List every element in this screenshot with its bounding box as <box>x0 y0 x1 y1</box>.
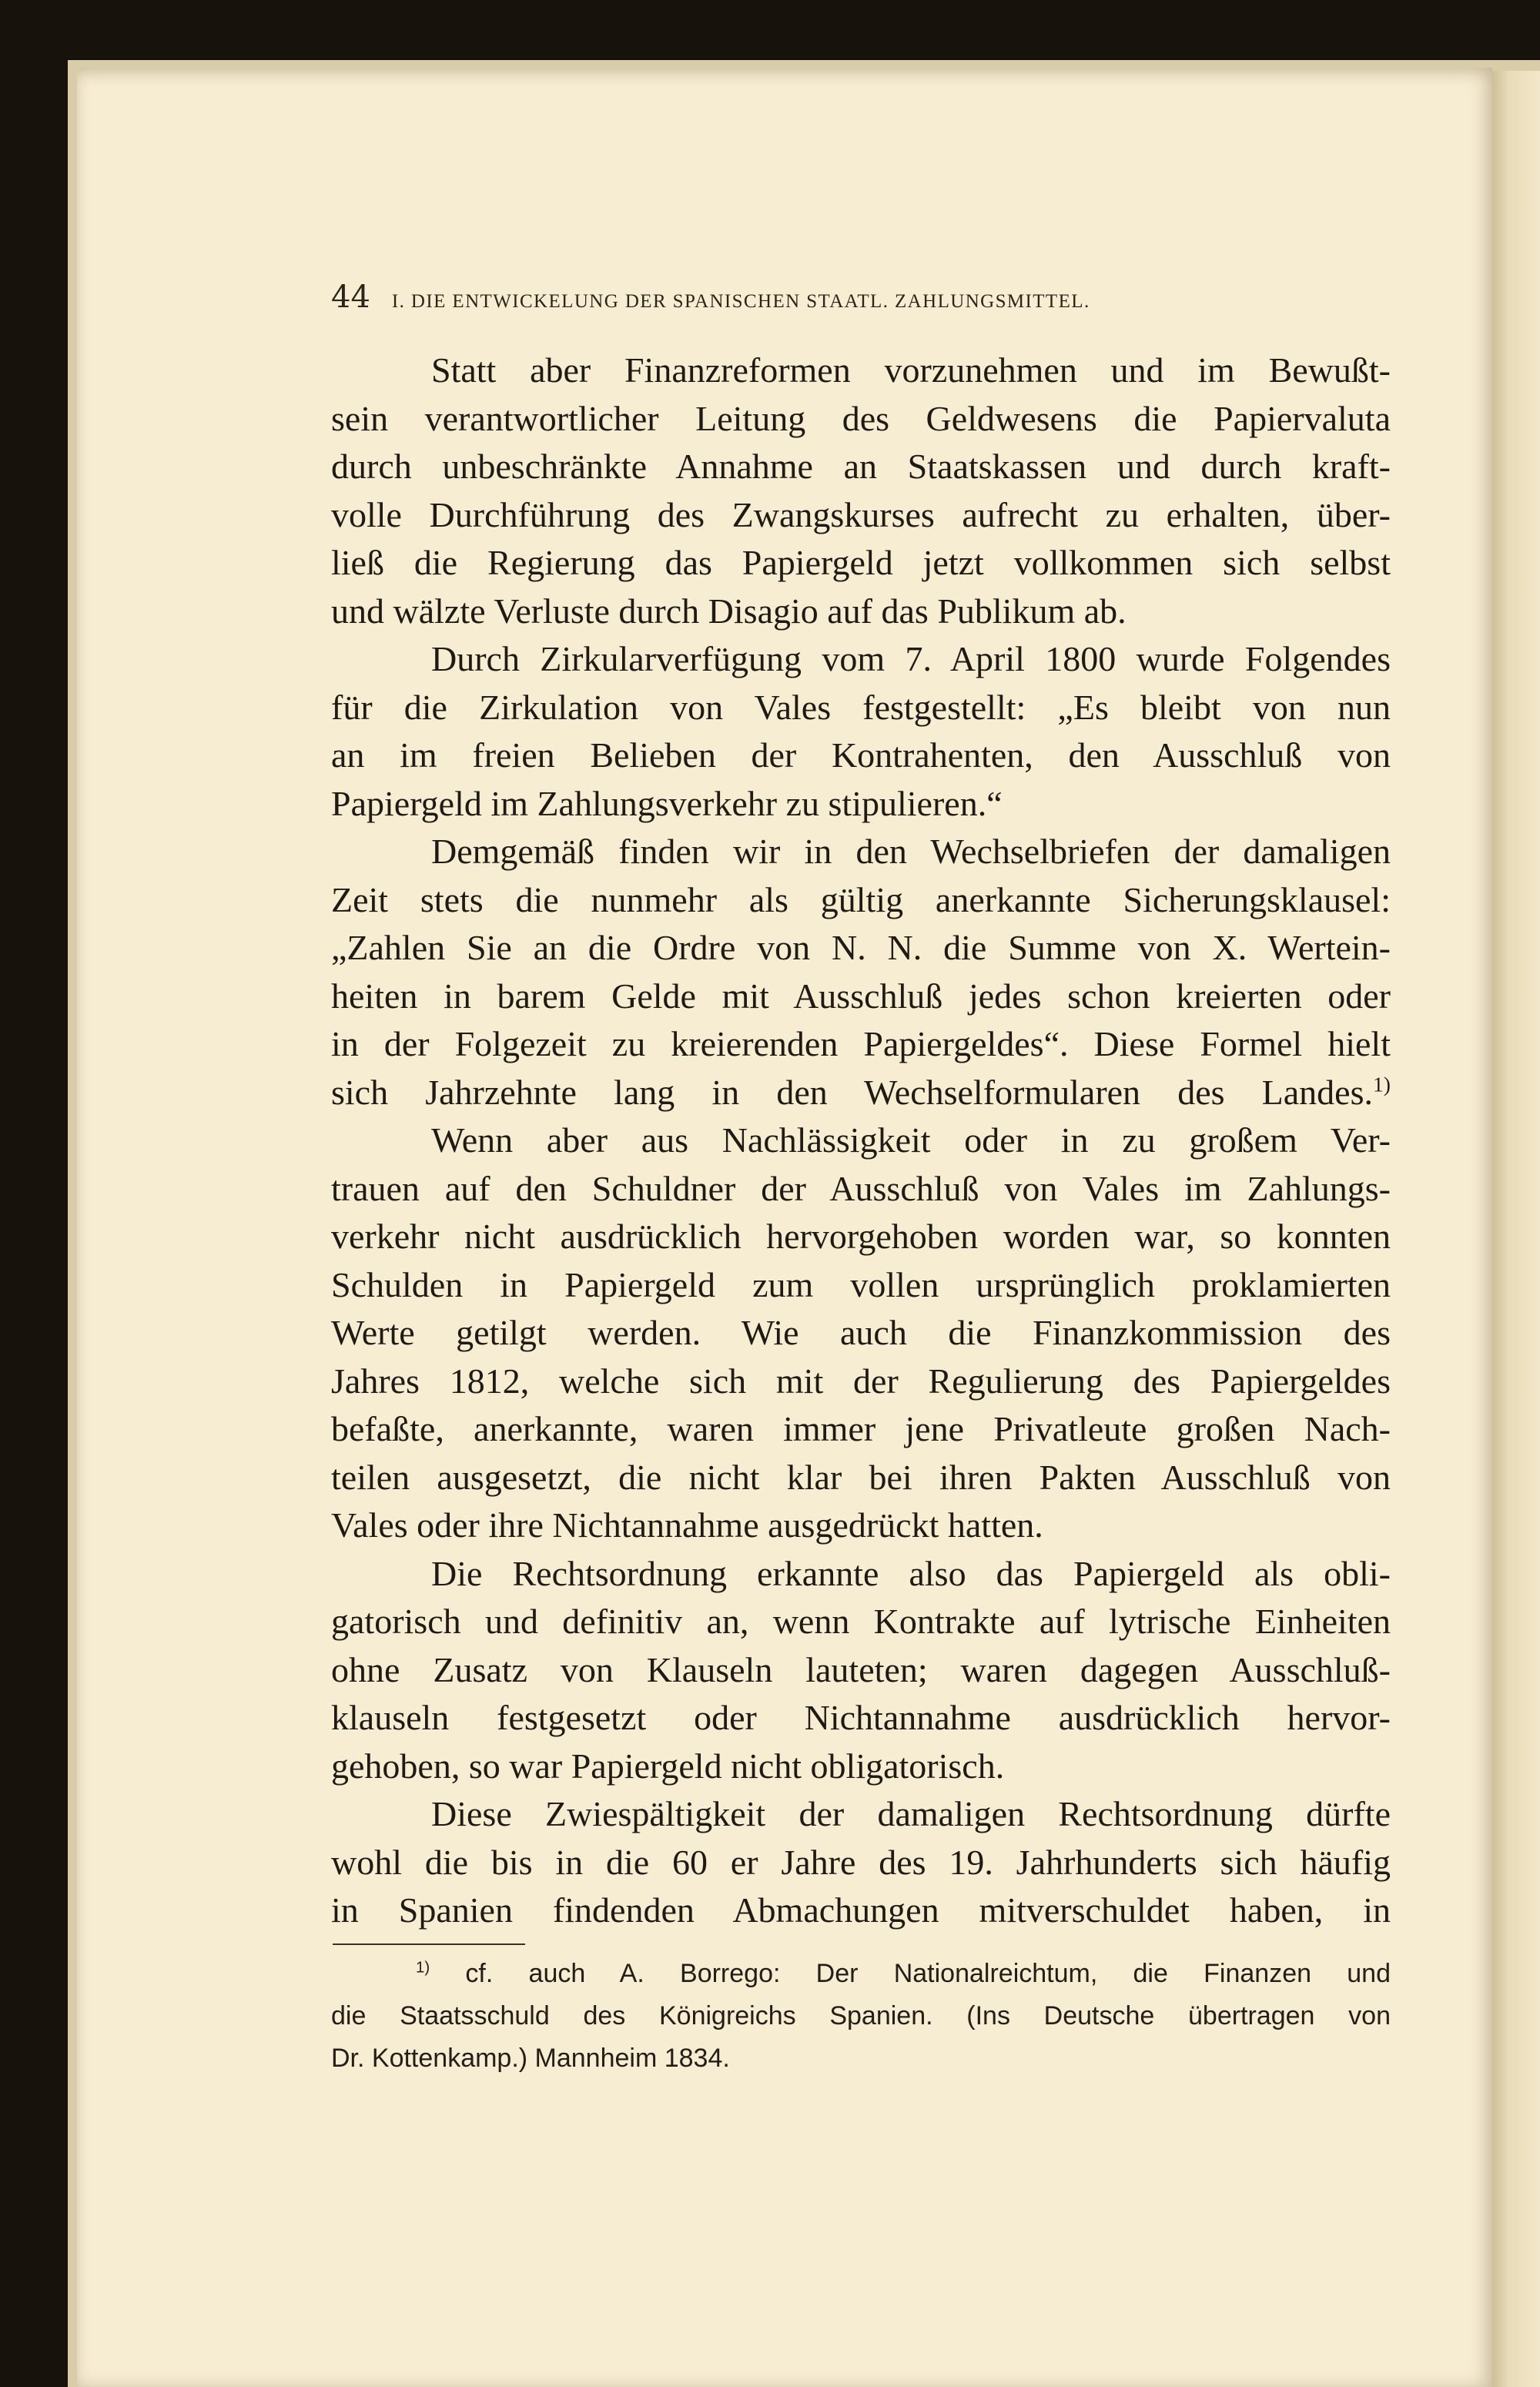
text-line <box>331 1598 1391 1646</box>
text-line <box>331 1550 1391 1599</box>
text-line <box>331 1358 1391 1406</box>
footnote-reference: 1) <box>1373 1072 1391 1096</box>
text-line <box>331 780 1391 829</box>
line-text: für die Zirkulation von Vales festgestellt: „Es bleibt von nun <box>331 687 1391 727</box>
text-line <box>331 1694 1391 1743</box>
line-text: „Zahlen Sie an die Ordre von N. N. die Summe von X. Wertein- <box>331 928 1391 967</box>
text-line <box>331 1261 1391 1310</box>
text-line <box>331 1790 1391 1839</box>
line-text: Dr. Kottenkamp.) Mannheim 1834. <box>331 2044 730 2073</box>
text-line <box>331 635 1391 684</box>
text-line <box>331 828 1391 876</box>
line-text: heiten in barem Gelde mit Ausschluß jedes schon kreierten oder <box>331 976 1391 1016</box>
text-line <box>331 1454 1391 1502</box>
footnotes <box>331 1953 1391 2080</box>
line-text: Demgemäß finden wir in den Wechselbriefen der damaligen <box>431 832 1391 871</box>
line-text: cf. auch A. Borrego: Der Nationalreichtum, die Finanzen und <box>465 1959 1391 1988</box>
line-text: und wälzte Verluste durch Disagio auf das Publikum ab. <box>331 591 1127 631</box>
footnote-marker: 1) <box>416 1959 430 1977</box>
text-line <box>331 1839 1391 1887</box>
line-text: klauseln festgesetzt oder Nichtannahme ausdrücklich hervor- <box>331 1698 1391 1737</box>
line-text: sich Jahrzehnte lang in den Wechselformularen des Landes. <box>331 1072 1373 1112</box>
line-text: sein verantwortlicher Leitung des Geldwesens die Papiervaluta <box>331 398 1391 438</box>
footnote-line <box>331 1995 1391 2037</box>
page-number: 44 <box>331 280 370 315</box>
line-text: Jahres 1812, welche sich mit der Regulierung des Papiergeldes <box>331 1361 1391 1401</box>
line-text: in der Folgezeit zu kreierenden Papiergeldes“. Diese Formel hielt <box>331 1024 1391 1063</box>
text-line <box>331 395 1391 444</box>
line-text: befaßte, anerkannte, waren immer jene Privatleute großen Nach- <box>331 1409 1391 1448</box>
text-line <box>331 1405 1391 1454</box>
line-text: wohl die bis in die 60 er Jahre des 19. Jahrhunderts sich häufig <box>331 1842 1391 1882</box>
text-line <box>331 1116 1391 1165</box>
text-line <box>331 1309 1391 1358</box>
line-text: Statt aber Finanzreformen vorzunehmen und im Bewußt- <box>431 350 1391 390</box>
line-text: Die Rechtsordnung erkannte also das Papiergeld als obli- <box>431 1553 1391 1593</box>
text-line <box>331 1020 1391 1069</box>
line-text: volle Durchführung des Zwangskurses aufrecht zu erhalten, über- <box>331 494 1391 534</box>
line-text: an im freien Belieben der Kontrahenten, den Ausschluß von <box>331 735 1391 775</box>
text-line <box>331 732 1391 780</box>
line-text: Zeit stets die nunmehr als gültig anerkannte Sicherungsklausel: <box>331 879 1391 919</box>
line-text: gatorisch und definitiv an, wenn Kontrakte auf lytrische Einheiten <box>331 1602 1391 1641</box>
line-text: Wenn aber aus Nachlässigkeit oder in zu großem Ver- <box>431 1120 1391 1160</box>
text-line <box>331 1213 1391 1261</box>
text-line <box>331 973 1391 1021</box>
line-text: die Staatsschuld des Königreichs Spanien. (Ins Deutsche übertragen von <box>331 2001 1391 2030</box>
text-line <box>331 539 1391 588</box>
text-line <box>331 1743 1391 1791</box>
text-line <box>331 1165 1391 1214</box>
line-text: Papiergeld im Zahlungsverkehr zu stipulieren.“ <box>331 783 1003 823</box>
line-text: ließ die Regierung das Papiergeld jetzt vollkommen sich selbst <box>331 543 1391 582</box>
text-line <box>331 346 1391 395</box>
text-line <box>331 1886 1391 1935</box>
line-text: Werte getilgt werden. Wie auch die Finanzkommission des <box>331 1313 1391 1352</box>
text-line <box>331 684 1391 732</box>
line-text: Durch Zirkularverfügung vom 7. April 1800 wurde Folgendes <box>431 639 1391 678</box>
footnote-line <box>331 1953 1391 1995</box>
line-text: Vales oder ihre Nichtannahme ausgedrückt hatten. <box>331 1505 1043 1545</box>
line-text: durch unbeschränkte Annahme an Staatskassen und durch kraft- <box>331 447 1391 486</box>
text-line <box>331 491 1391 540</box>
running-title: I. DIE ENTWICKELUNG DER SPANISCHEN STAATL. ZAHLUNGSMITTEL. <box>391 291 1090 312</box>
line-text: ohne Zusatz von Klauseln lauteten; waren dagegen Ausschluß- <box>331 1649 1391 1689</box>
text-line <box>331 588 1391 636</box>
text-line <box>331 924 1391 973</box>
footnote-line <box>331 2037 1391 2080</box>
line-text: trauen auf den Schuldner der Ausschluß von Vales im Zahlungs- <box>331 1168 1391 1208</box>
line-text: gehoben, so war Papiergeld nicht obligatorisch. <box>331 1746 1005 1786</box>
text-line <box>331 443 1391 491</box>
line-text: teilen ausgesetzt, die nicht klar bei ihren Pakten Ausschluß von <box>331 1457 1391 1497</box>
text-line <box>331 1502 1391 1550</box>
page-edge <box>1492 71 1540 2387</box>
text-line <box>331 876 1391 925</box>
footnote-rule <box>333 1943 525 1945</box>
line-text: Schulden in Papiergeld zum vollen ursprünglich proklamierten <box>331 1264 1391 1304</box>
line-text: verkehr nicht ausdrücklich hervorgehoben worden war, so konnten <box>331 1217 1391 1256</box>
page-header <box>331 280 1355 318</box>
line-text: in Spanien findenden Abmachungen mitverschuldet haben, in <box>331 1890 1391 1930</box>
text-line <box>331 1069 1391 1117</box>
text-line <box>331 1646 1391 1695</box>
line-text: Diese Zwiespältigkeit der damaligen Rechtsordnung dürfte <box>431 1794 1391 1833</box>
main-text <box>331 346 1391 1935</box>
